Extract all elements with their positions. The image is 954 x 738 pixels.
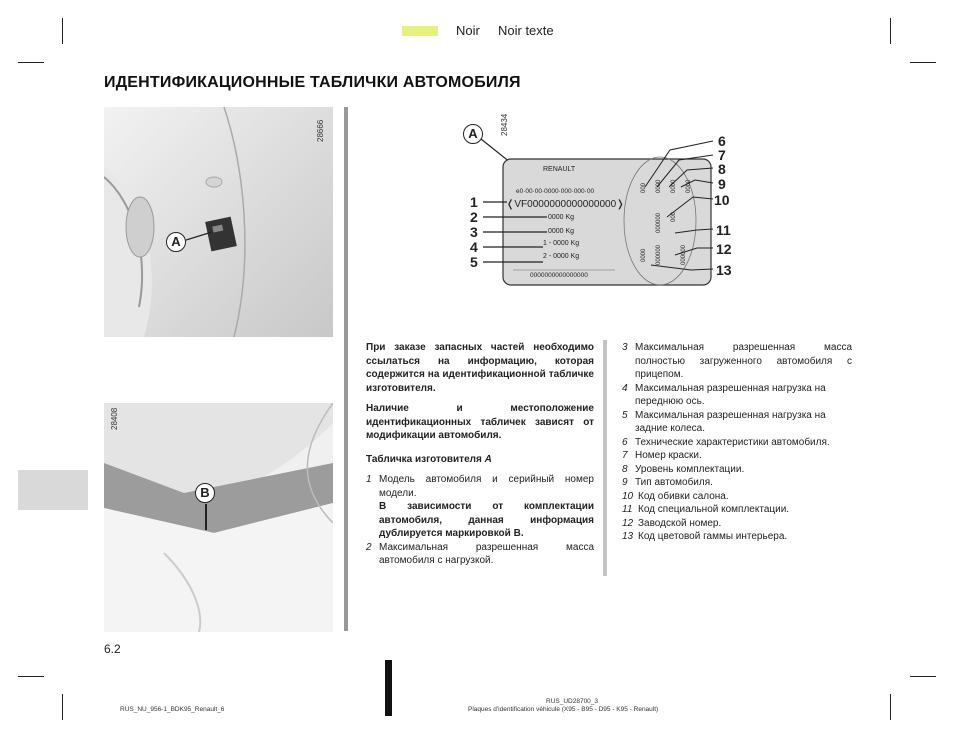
plate-bottom-line: 0000000000000000 bbox=[530, 272, 588, 279]
section-tab bbox=[18, 470, 88, 510]
plate-line3: 0000 Kg bbox=[548, 228, 575, 235]
plate-code: 000000 bbox=[656, 244, 662, 265]
plate-ref-11: 11 bbox=[716, 222, 731, 238]
intro-paragraph: При заказе запасных частей необходимо ссылаться на информацию, которая содержится на идентификационной табличке изготовителя. bbox=[366, 342, 594, 394]
plate-diagram bbox=[455, 105, 745, 290]
diagram-id: 28434 bbox=[500, 113, 509, 136]
plate-line4: 1 - 0000 Kg bbox=[543, 240, 580, 247]
footer-right-code: RUS_UD28700_3 bbox=[546, 698, 599, 705]
callout-a-diagram: A bbox=[463, 124, 483, 144]
list-item: 7 Номер краски. bbox=[622, 450, 702, 461]
list-item: 6 Технические характеристики автомобиля. bbox=[622, 436, 830, 448]
plate-code: 0000 bbox=[656, 179, 662, 193]
footer-right-title: Plaques d'identification véhicule (X95 - B95 - D95 - K95 - Renault) bbox=[468, 706, 659, 713]
crop-mark bbox=[910, 676, 936, 677]
location-paragraph: Наличие и местоположение идентификационных табличек зависят от модификации автомобиля. bbox=[366, 403, 594, 441]
list-item: 11 Код специальной комплектации. bbox=[622, 504, 790, 515]
plate-ref-7: 7 bbox=[718, 147, 726, 163]
column-divider bbox=[344, 107, 348, 631]
list-item: 5 Максимальная разрешенная нагрузка на задние колеса. bbox=[622, 409, 826, 434]
plate-ref-1: 1 bbox=[470, 194, 478, 210]
plate-vin: ❬VF0000000000000000❭ bbox=[506, 199, 625, 210]
plate-code: 000 bbox=[641, 182, 647, 193]
list-item: 4 Максимальная разрешенная нагрузка на переднюю ось. bbox=[622, 382, 826, 407]
plate-ref-4: 4 bbox=[470, 239, 478, 255]
photo-id-bottom: 28408 bbox=[110, 407, 119, 430]
photo-bottom bbox=[104, 403, 333, 632]
footer-left: RUS_NU_956-1_BDK95_Renault_6 bbox=[120, 706, 225, 713]
plate-line5: 2 - 0000 Kg bbox=[543, 253, 580, 260]
list-item: 9 Тип автомобиля. bbox=[622, 477, 713, 488]
crop-mark bbox=[18, 676, 44, 677]
plate-ref-5: 5 bbox=[470, 254, 478, 270]
crop-mark bbox=[62, 694, 63, 720]
callout-a-photo: A bbox=[166, 232, 186, 252]
print-mark-bar bbox=[385, 660, 392, 716]
plate-ref-13: 13 bbox=[716, 262, 732, 278]
header-color-name: Noir bbox=[456, 23, 480, 38]
callout-leader-b bbox=[205, 504, 207, 530]
photo-id-top: 28666 bbox=[316, 119, 325, 142]
list-item: 10 Код обивки салона. bbox=[622, 490, 729, 502]
plate-ref-9: 9 bbox=[718, 176, 726, 192]
list-item: 1 Модель автомобиля и серийный номер модели. В зависимости от комплектации автомобиля, данная информация дублируется маркировкой B. bbox=[366, 474, 594, 539]
plate-ref-8: 8 bbox=[718, 161, 726, 177]
plate-brand: RENAULT bbox=[543, 166, 576, 173]
crop-mark bbox=[890, 694, 891, 720]
plate-code: 0000 bbox=[641, 248, 647, 262]
list-item: 3 Максимальная разрешенная масса полностью загруженного автомобиля с прицепом. bbox=[622, 342, 852, 380]
right-text-column bbox=[622, 341, 852, 544]
crop-mark bbox=[910, 62, 936, 63]
callout-b-photo: B bbox=[195, 483, 215, 503]
plate-ref-2: 2 bbox=[470, 209, 478, 225]
page-title: ИДЕНТИФИКАЦИОННЫЕ ТАБЛИЧКИ АВТОМОБИЛЯ bbox=[104, 74, 521, 91]
list-item: 8 Уровень комплектации. bbox=[622, 463, 745, 475]
list-item: 13 Код цветовой гаммы интерьера. bbox=[622, 531, 788, 542]
plate-code: 0000 bbox=[671, 179, 677, 193]
callout-leader-a bbox=[186, 228, 216, 244]
door-jamb-illustration bbox=[104, 107, 333, 337]
plate-ref-10: 10 bbox=[714, 192, 730, 208]
plate-code: 000000 bbox=[681, 244, 687, 265]
crop-mark bbox=[890, 18, 891, 44]
plate-heading: Табличка изготовителя A bbox=[366, 453, 492, 465]
list-item: 12 Заводской номер. bbox=[622, 517, 722, 529]
color-swatch bbox=[402, 26, 438, 36]
sill-illustration bbox=[104, 403, 333, 632]
plate-ref-3: 3 bbox=[470, 224, 478, 240]
plate-line1: e0·00·00·0000·000·000·00 bbox=[516, 188, 595, 195]
plate-line2: 0000 Kg bbox=[548, 214, 575, 221]
plate-code: 0000 bbox=[686, 179, 692, 193]
plate-code: 000 bbox=[671, 211, 677, 222]
header-text-name: Noir texte bbox=[498, 23, 554, 38]
list-item: 2 Максимальная разрешенная масса автомобиля с нагрузкой. bbox=[366, 541, 594, 566]
page-number: 6.2 bbox=[104, 642, 121, 656]
photo-top bbox=[104, 107, 333, 337]
plate-ref-6: 6 bbox=[718, 133, 726, 149]
plate-ref-12: 12 bbox=[716, 241, 732, 257]
plate-code: 000000 bbox=[656, 212, 662, 233]
left-text-column bbox=[366, 341, 594, 568]
crop-mark bbox=[62, 18, 63, 44]
crop-mark bbox=[18, 62, 44, 63]
column-separator bbox=[603, 340, 607, 576]
